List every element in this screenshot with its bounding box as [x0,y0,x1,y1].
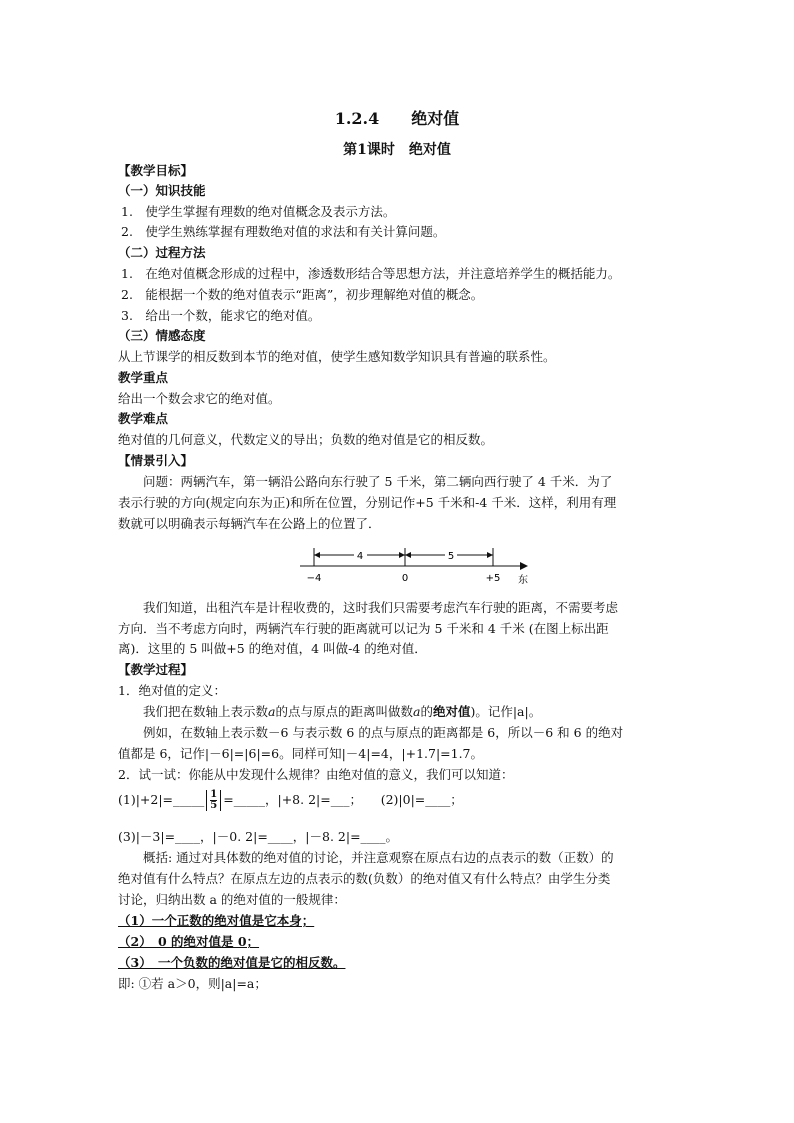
tick-label: +5 [485,573,501,584]
intro-heading: 【情景引入】 [118,453,194,468]
definition-term: 绝对值 [432,704,471,719]
arrowhead [405,552,411,558]
answer-blank: _____ [173,792,205,807]
goals-section-1: （一）知识技能 [118,183,206,198]
exercise-line-1 [118,790,463,811]
intro-after-line: 离)．这里的 5 叫做+5 的绝对值，4 叫做-4 的绝对值． [118,641,427,656]
rule-1: （1）一个正数的绝对值是它本身； [118,913,315,928]
key-text: 给出一个数会求它的绝对值。 [118,391,281,406]
axis-arrow [520,562,528,570]
definition-part: 的点与原点的距离叫做数 [275,704,413,719]
goal-item: 1. 使学生掌握有理数的绝对值概念及表示方法。 [121,204,396,219]
page-subtitle: 第1课时 绝对值 [343,142,451,158]
goal-item: 2. 使学生熟练掌握有理数绝对值的求法和有关计算问题。 [121,224,446,239]
tick-label: −4 [306,573,322,584]
direction-label: 东 [518,575,528,586]
definition-part: )。记作|a|。 [470,704,542,719]
summary-line: 概括: 通过对具体数的绝对值的讨论，并注意观察在原点右边的点表示的数（正数）的 [118,850,614,865]
process-point-1: 1．绝对值的定义： [118,683,226,698]
arrowhead [314,552,320,558]
rule-2: （2） 0 的绝对值是 0； [118,934,260,949]
goals-section-3-text: 从上节课学的相反数到本节的绝对值，使学生感知数学知识具有普遍的联系性。 [118,349,556,364]
fraction-abs [206,790,221,811]
goal-item: 1. 在绝对值概念形成的过程中，渗透数形结合等思想方法，并注意培养学生的概括能力。 [121,266,621,281]
goals-section-2: （二）过程方法 [118,245,206,260]
answer-blank: _____ [233,792,265,807]
page-title: 1.2.4 绝对值 [334,109,460,128]
difficulty-text: 绝对值的几何意义，代数定义的导出；负数的绝对值是它的相反数。 [118,432,494,447]
var-a: a [412,704,421,719]
definition-part: 的 [420,704,433,719]
example-line: 值都是 6，记作|－6|=|6|=6。同样可知|－4|=4，|+1.7|=1.7。 [118,746,484,761]
intro-after-line: 我们知道，出租汽车是计程收费的，这时我们只需要考虑汽车行驶的距离，不需要考虑 [118,600,619,615]
process-heading: 【教学过程】 [118,662,194,677]
conclusion-line: 即: ①若 a＞0，则|a|=a； [118,976,267,991]
key-heading: 教学重点 [118,370,169,385]
goals-heading: 【教学目标】 [118,163,194,178]
goal-item: 2. 能根据一个数的绝对值表示“距离”，初步理解绝对值的概念。 [121,287,484,302]
exercise-text: ，|+8. 2|=___； (2)|0|=____； [264,792,463,807]
exercise-line-2: (3)|－3|=____，|－0. 2|=____，|－8. 2|=____。 [118,829,399,844]
summary-line: 讨论，归纳出数 a 的绝对值的一般规律： [118,892,346,907]
number-line-diagram [290,540,535,590]
process-point-2: 2．试一试：你能从中发现什么规律？由绝对值的意义，我们可以知道： [118,767,514,782]
intro-line: 表示行驶的方向(规定向东为正)和所在位置，分别记作+5 千米和-4 千米．这样，利用有理 [118,495,617,510]
intro-line: 数就可以明确表示每辆汽车在公路上的位置了． [118,516,381,531]
distance-right-label: 5 [447,551,455,562]
arrowhead [487,552,493,558]
definition-part: 我们把在数轴上表示数 [118,704,269,719]
difficulty-heading: 教学难点 [118,411,169,426]
definition-line [118,704,541,720]
summary-line: 绝对值有什么特点？在原点左边的点表示的数(负数）的绝对值又有什么特点？由学生分类 [118,871,611,886]
goal-item: 3. 给出一个数，能求它的绝对值。 [121,308,321,323]
example-line: 例如，在数轴上表示数－6 与表示数 6 的点与原点的距离都是 6，所以－6 和 6 的绝对 [118,725,624,740]
exercise-text: = [223,792,234,807]
fraction-denominator: 5 [210,800,218,811]
var-a: a [268,704,276,719]
fraction-numerator: 1 [210,789,218,800]
intro-after-line: 方向．当不考虑方向时，两辆汽车行驶的距离就可以记为 5 千米和 4 千米 (在图上标出距 [118,621,609,636]
distance-left-label: 4 [356,551,364,562]
exercise-text: (1)|+2|= [118,792,174,807]
arrowhead [399,552,405,558]
intro-line: 问题：两辆汽车，第一辆沿公路向东行驶了 5 千米，第二辆向西行驶了 4 千米．为了 [118,474,613,489]
goals-section-3: （三）情感态度 [118,328,206,343]
tick-label: 0 [401,573,409,584]
rule-3: （3） 一个负数的绝对值是它的相反数。 [118,955,346,970]
